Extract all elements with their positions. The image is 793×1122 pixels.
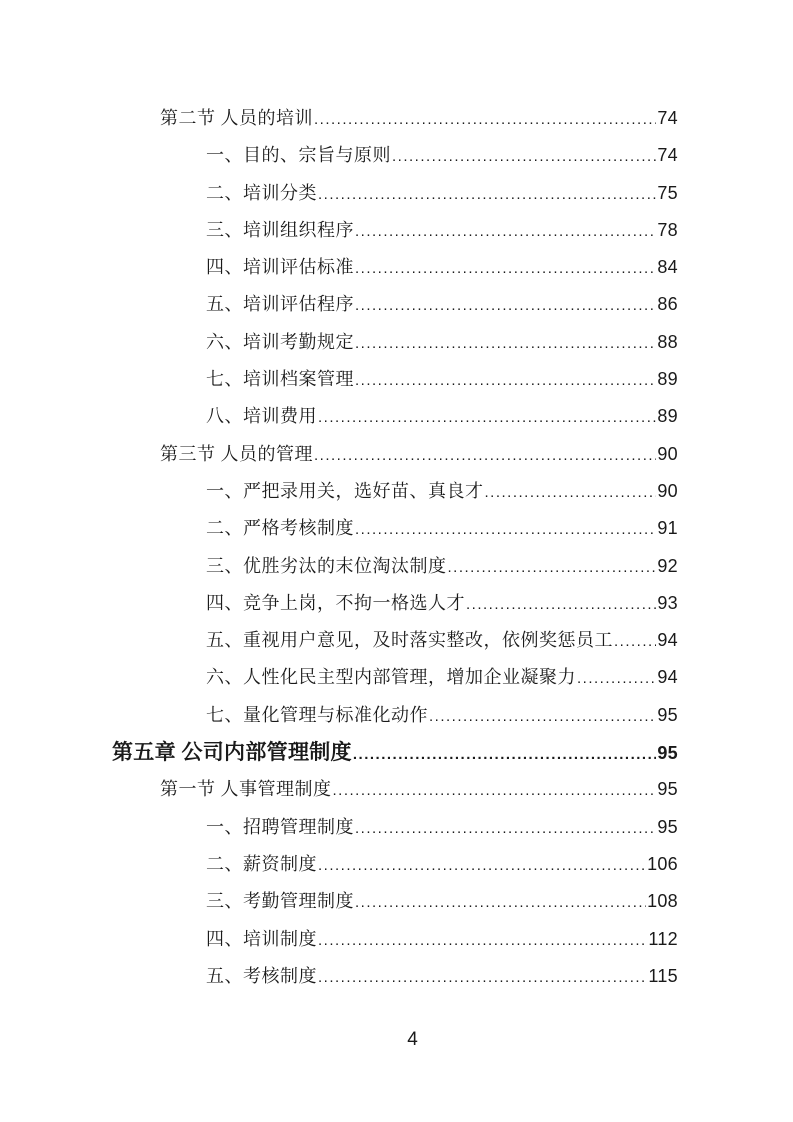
toc-entry-label: 第二节 人员的培训: [160, 108, 313, 128]
toc-entry-label: 三、考勤管理制度: [206, 891, 354, 912]
dot-leader: [318, 399, 656, 435]
dot-leader: [318, 959, 647, 995]
dot-leader: [392, 138, 656, 174]
toc-entry-page: 86: [657, 294, 678, 315]
dot-leader: [466, 586, 656, 622]
toc-entry-page: 84: [657, 257, 678, 278]
toc-entry-label: 三、培训组织程序: [206, 219, 354, 240]
toc-entry-label: 二、严格考核制度: [206, 518, 354, 539]
dot-leader: [355, 511, 656, 547]
toc-entry-page: 94: [657, 667, 678, 688]
toc-entry-label: 八、培训费用: [206, 406, 317, 427]
toc-entry-item[interactable]: [0, 622, 793, 659]
dot-leader: [355, 250, 656, 286]
toc-entry-page: 112: [648, 928, 678, 949]
toc-entry-label: 六、培训考勤规定: [206, 331, 354, 352]
dot-leader: [318, 176, 656, 212]
toc-entry-page: 75: [657, 182, 678, 203]
toc-entry-page: 92: [657, 555, 678, 576]
toc-entry-item[interactable]: [0, 361, 793, 398]
toc-entry-label: 五、考核制度: [206, 965, 317, 986]
toc-entry-label: 四、培训制度: [206, 928, 317, 949]
toc-entry-label: 七、培训档案管理: [206, 369, 354, 390]
table-of-contents: [0, 100, 793, 995]
toc-entry-label: 一、目的、宗旨与原则: [206, 145, 391, 166]
toc-entry-page: 94: [657, 630, 678, 651]
toc-entry-page: 89: [657, 406, 678, 427]
page-number: 4: [407, 1029, 418, 1050]
toc-entry-label: 五、重视用户意见，及时落实整改，依例奖惩员工: [206, 630, 613, 651]
dot-leader: [314, 101, 656, 137]
toc-entry-label: 二、培训分类: [206, 182, 317, 203]
dot-leader: [355, 287, 656, 323]
toc-entry-item[interactable]: [0, 846, 793, 883]
dot-leader: [355, 213, 656, 249]
toc-entry-item[interactable]: [0, 510, 793, 547]
dot-leader: [355, 810, 656, 846]
toc-entry-page: 91: [657, 518, 678, 539]
toc-entry-page: 90: [657, 443, 678, 464]
toc-entry-item[interactable]: [0, 137, 793, 174]
toc-entry-chapter[interactable]: [0, 734, 793, 771]
toc-entry-item[interactable]: [0, 921, 793, 958]
dot-leader: [355, 884, 646, 920]
dot-leader: [333, 772, 657, 808]
toc-entry-label: 四、培训评估标准: [206, 257, 354, 278]
toc-entry-page: 93: [657, 592, 678, 613]
toc-entry-label: 第五章 公司内部管理制度: [112, 740, 352, 765]
toc-entry-item[interactable]: [0, 249, 793, 286]
toc-entry-item[interactable]: [0, 697, 793, 734]
toc-entry-page: 95: [657, 816, 678, 837]
dot-leader: [448, 549, 657, 585]
toc-entry-label: 一、严把录用关，选好苗、真良才: [206, 480, 484, 501]
toc-entry-page: 108: [647, 891, 678, 912]
toc-entry-item[interactable]: [0, 659, 793, 696]
toc-entry-page: 89: [657, 369, 678, 390]
toc-entry-item[interactable]: [0, 286, 793, 323]
dot-leader: [318, 847, 646, 883]
toc-entry-page: 74: [657, 108, 678, 128]
toc-entry-item[interactable]: [0, 324, 793, 361]
toc-entry-item[interactable]: [0, 473, 793, 510]
toc-entry-item[interactable]: [0, 175, 793, 212]
toc-entry-page: 95: [657, 779, 678, 800]
toc-entry-page: 106: [647, 853, 678, 874]
toc-entry-item[interactable]: [0, 585, 793, 622]
toc-entry-label: 六、人性化民主型内部管理，增加企业凝聚力: [206, 667, 576, 688]
toc-entry-item[interactable]: [0, 809, 793, 846]
dot-leader: [577, 660, 656, 696]
toc-entry-item[interactable]: [0, 958, 793, 995]
toc-entry-label: 三、优胜劣汰的末位淘汰制度: [206, 555, 447, 576]
dot-leader: [355, 325, 656, 361]
toc-entry-label: 一、招聘管理制度: [206, 816, 354, 837]
toc-entry-section[interactable]: [0, 771, 793, 808]
toc-entry-label: 七、量化管理与标准化动作: [206, 704, 428, 725]
toc-entry-page: 95: [657, 743, 678, 764]
toc-entry-label: 五、培训评估程序: [206, 294, 354, 315]
toc-entry-section[interactable]: [0, 100, 793, 137]
dot-leader: [318, 922, 647, 958]
dot-leader: [614, 623, 656, 659]
toc-entry-page: 74: [657, 145, 678, 166]
toc-entry-label: 第一节 人事管理制度: [160, 779, 332, 800]
dot-leader: [314, 437, 656, 473]
toc-entry-item[interactable]: [0, 212, 793, 249]
dot-leader: [355, 362, 656, 398]
toc-entry-page: 95: [657, 704, 678, 725]
toc-entry-page: 115: [648, 965, 678, 986]
toc-entry-label: 二、薪资制度: [206, 853, 317, 874]
dot-leader: [429, 698, 656, 734]
toc-entry-item[interactable]: [0, 548, 793, 585]
page-footer: [0, 1028, 793, 1052]
toc-entry-section[interactable]: [0, 436, 793, 473]
toc-entry-label: 第三节 人员的管理: [160, 443, 313, 464]
toc-entry-page: 78: [657, 219, 678, 240]
toc-entry-item[interactable]: [0, 883, 793, 920]
toc-entry-page: 88: [657, 331, 678, 352]
dot-leader: [353, 736, 657, 771]
toc-entry-page: 90: [657, 480, 678, 501]
toc-entry-item[interactable]: [0, 398, 793, 435]
toc-entry-label: 四、竞争上岗，不拘一格选人才: [206, 592, 465, 613]
dot-leader: [485, 474, 657, 510]
